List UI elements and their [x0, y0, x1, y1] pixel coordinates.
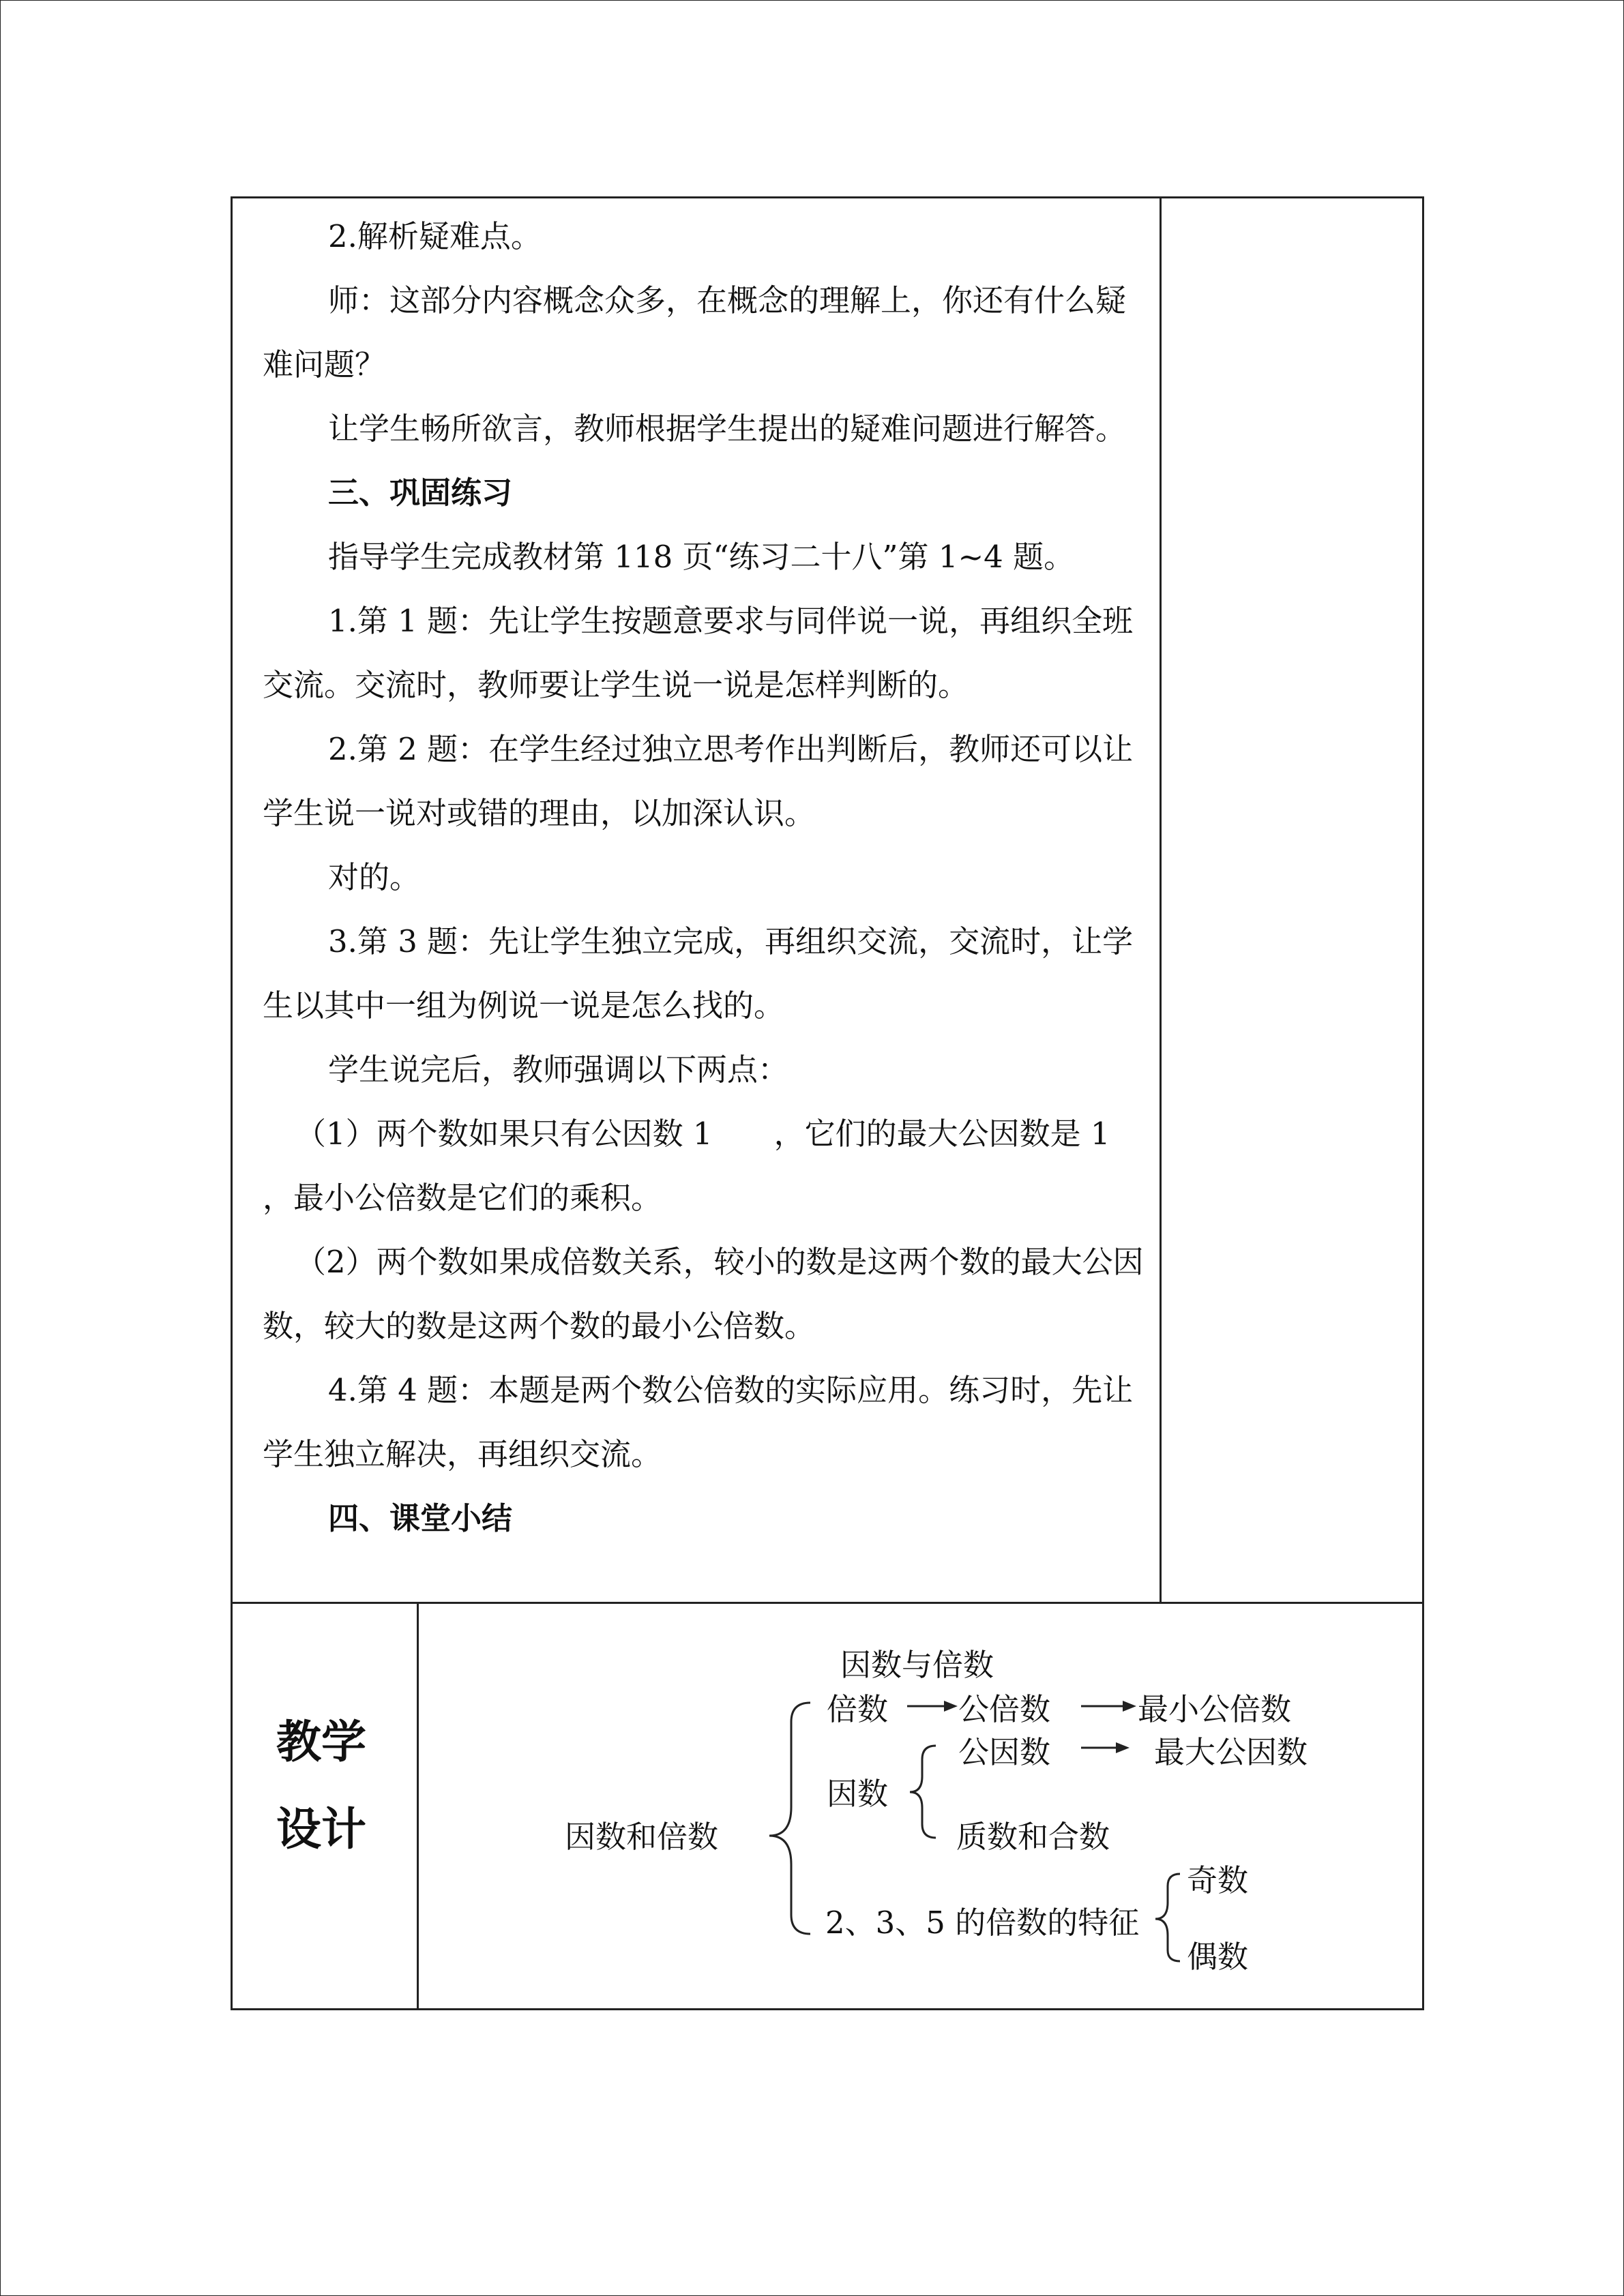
- arrow-lcm-head: [1123, 1701, 1136, 1712]
- paragraph: 1.第 1 题：先让学生按题意要求与同伴说一说，再组织全班交流。交流时，教师要让学生说一说是怎样判断的。: [263, 603, 1134, 703]
- paragraph: 对的。: [328, 859, 421, 895]
- node-lcm: 最小公倍数: [1138, 1691, 1292, 1727]
- paragraph: 师：这部分内容概念众多，在概念的理解上，你还有什么疑难问题？: [263, 282, 1127, 383]
- paragraph: 指导学生完成教材第 118 页“练习二十八”第 1~4 题。: [328, 539, 1075, 575]
- node-factor: 因数: [827, 1776, 889, 1812]
- node-odd: 奇数: [1187, 1862, 1249, 1898]
- node-common-multiple: 公倍数: [958, 1691, 1051, 1727]
- arrow-gcf-head: [1116, 1742, 1130, 1753]
- factor-brace: [910, 1746, 936, 1838]
- node-common-factor: 公因数: [958, 1734, 1051, 1770]
- paragraph: 4.第 4 题：本题是两个数公倍数的实际应用。练习时，先让学生独立解决，再组织交流。: [263, 1372, 1134, 1472]
- paragraph: 学生说完后，教师强调以下两点：: [328, 1052, 789, 1088]
- paragraph: 2.解析疑难点。: [328, 218, 542, 254]
- paragraph: （2）两个数如果成倍数关系，较小的数是这两个数的最大公因数，较大的数是这两个数的最小公倍数。: [263, 1244, 1144, 1344]
- paragraph: （1）两个数如果只有公因数 1 ，它们的最大公因数是 1 ，最小公倍数是它们的乘积。: [263, 1116, 1110, 1216]
- design-label-line2: 设计: [276, 1802, 366, 1855]
- node-root: 因数和倍数: [565, 1819, 719, 1855]
- diagram-title: 因数与倍数: [840, 1647, 994, 1683]
- node-feature: 2、3、5 的倍数的特征: [825, 1905, 1140, 1941]
- node-gcf: 最大公因数: [1154, 1734, 1308, 1770]
- paragraph: 3.第 3 题：先让学生独立完成，再组织交流，交流时，让学生以其中一组为例说一说是怎么找的。: [263, 923, 1134, 1024]
- paragraph: 2.第 2 题：在学生经过独立思考作出判断后，教师还可以让学生说一说对或错的理由，以加深认识。: [263, 731, 1134, 831]
- node-multiple: 倍数: [827, 1691, 889, 1727]
- node-even: 偶数: [1187, 1939, 1249, 1975]
- design-label-line1: 教学: [276, 1715, 366, 1768]
- section-heading: 四、课堂小结: [328, 1500, 513, 1536]
- root-brace: [769, 1703, 810, 1934]
- arrow-multiple-head: [944, 1701, 958, 1712]
- paragraph: 让学生畅所欲言，教师根据学生提出的疑难问题进行解答。: [328, 411, 1127, 447]
- feature-brace: [1155, 1874, 1180, 1961]
- node-prime-composite: 质数和合数: [956, 1819, 1110, 1855]
- section-heading: 三、巩固练习: [328, 475, 513, 511]
